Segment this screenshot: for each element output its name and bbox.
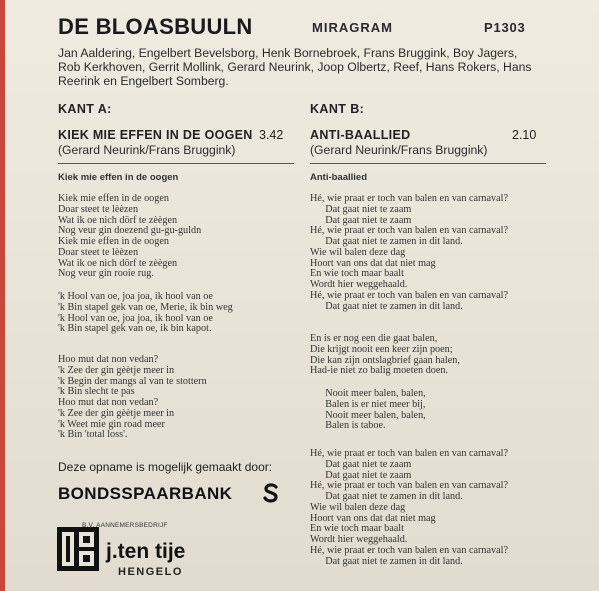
sponsor-credit-text: Deze opname is mogelijk gemaakt door: [58,460,273,474]
side-b-divider [310,163,546,164]
side-b-song-title: ANTI-BAALLIED [310,128,411,142]
side-a-divider [58,163,294,164]
side-b-lyrics-verse-3: Hé, wie praat er toch van balen en van carnaval? Dat gaat niet te zaam Dat gaat niet te zaam Hé, wie praat er toch van balen en van carnaval? Dat gaat niet te zamen in dit land. Wie wil balen deze dag Hoort van ons dat dat niet mag En wie toch maar baalt Wordt hier weggehaald. Hé, wie praat er toch van balen en van carnaval? Dat gaat niet te zamen in dit land. [310,448,508,567]
builder-company-name: j.ten tije [106,540,186,563]
record-label: MIRAGRAM [312,20,393,35]
sponsor-bank-name: BONDSSPAARBANK [58,484,233,503]
red-edge-strip [0,0,5,591]
builder-company-type: B.V. AANNEMERSBEDRIJF [82,522,168,529]
side-b-lyrics-title: Anti-baallied [310,172,368,183]
side-a-lyrics-title: Kiek mie effen in de oogen [58,172,179,183]
side-a-song-title: KIEK MIE EFFEN IN DE OOGEN [58,128,253,142]
side-a-lyrics-verse-1: Kiek mie effen in de oogen Doar steet te lèèzen Wat ik oe nich dörf te zèègen Nog veur gin doezend gu-gu-guldn Kiek mie effen in de oogen Doar steet te lèèzen Wat ik oe nich dörf te zèègen Nog veur gin rooie rug. [58,193,202,280]
side-a-lyrics-verse-3: Hoo mut dat non vedan? 'k Zee der gin gèètje meer in 'k Begin der mangs al van te stottern 'k Bin slecht te pas Hoo mut dat non vedan? 'k Zee der gin gèètje meer in 'k Weet mie gin road meer 'k Bin 'total loss'. [58,354,207,441]
side-b-lyrics-verse-2: En is er nog een die gaat balen, Die krijgt nooit een keer zijn poen; Die kan zijn ontslagbrief gaan halen, Had-ie niet zo balig moeten doen. [310,333,460,377]
band-title: DE BLOASBUULN [58,14,253,39]
side-a-duration: 3.42 [259,128,284,142]
side-a-heading: KANT A: [58,102,112,116]
side-a-credits: (Gerard Neurink/Frans Bruggink) [58,143,236,157]
catalog-number: P1303 [484,20,526,35]
side-b-heading: KANT B: [310,102,365,116]
bank-logo-icon [262,483,280,503]
side-a-lyrics-verse-2: 'k Hool van oe, joa joa, ik hool van oe 'k Bin stapel gek van oe, Merie, ik bin weg 'k Hool van oe, joa joa, ik hool van oe 'k Bin stapel gek van oe, ik bin kapot. [58,291,233,335]
band-members: Jan Aaldering, Engelbert Bevelsborg, Henk Bornebroek, Frans Bruggink, Boy Jagers, Rob Kerkhoven, Gerrit Mollink, Gerard Neurink, Joop Olbertz, Reef, Hans Rokers, Hans Reerink en Engelbert Somberg. [58,46,532,89]
builder-company-city: HENGELO [118,566,183,578]
side-b-duration: 2.10 [512,128,537,142]
side-b-credits: (Gerard Neurink/Frans Bruggink) [310,143,488,157]
builder-logo-icon [56,526,100,572]
side-b-lyrics-chorus: Nooit meer balen, balen, Balen is er niet meer bij, Nooit meer balen, balen, Balen is taboe. [325,388,426,432]
side-b-lyrics-verse-1: Hé, wie praat er toch van balen en van carnaval? Dat gaat niet te zaam Dat gaat niet te zaam Hé, wie praat er toch van balen en van carnaval? Dat gaat niet te zamen in dit land. Wie wil balen deze dag Hoort van ons dat dat niet mag En wie toch maar baalt Wordt hier weggehaald. Hé, wie praat er toch van balen en van carnaval? Dat gaat niet te zamen in dit land. [310,193,508,312]
